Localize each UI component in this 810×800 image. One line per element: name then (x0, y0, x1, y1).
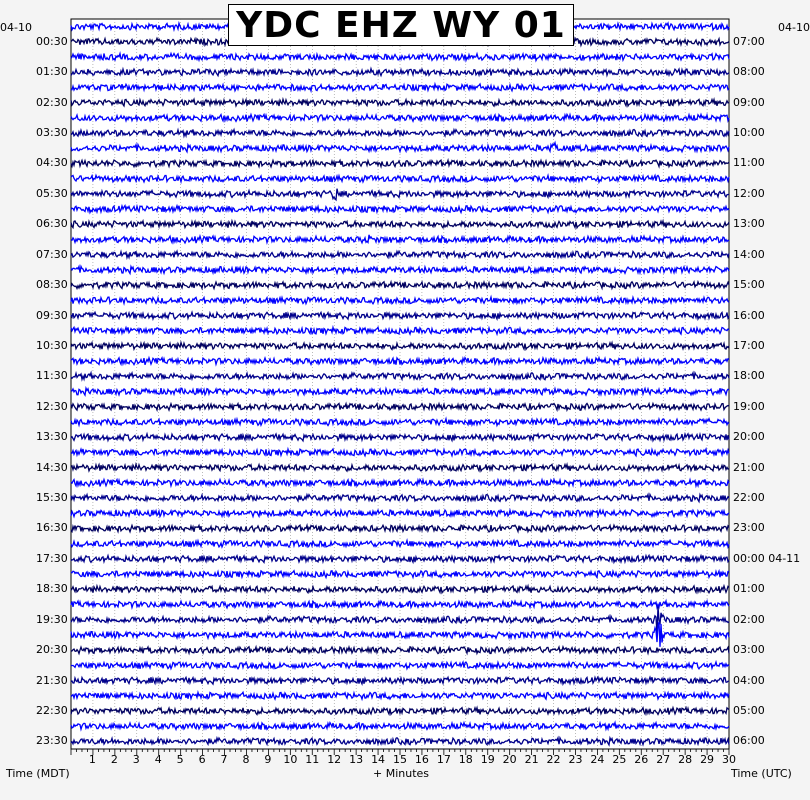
x-tick-label: 8 (242, 753, 250, 766)
right-time-label: 19:00 (733, 399, 765, 413)
x-tick-label: 9 (264, 753, 272, 766)
right-time-row (733, 430, 765, 443)
right-time-row (733, 734, 765, 747)
right-time-label: 03:00 (733, 643, 765, 657)
x-tick-label: 11 (305, 753, 320, 766)
right-time-row (733, 339, 765, 352)
right-time-row (733, 461, 765, 474)
plot-area (71, 19, 729, 749)
left-time-label: 16:30 (36, 521, 68, 535)
x-tick-label: 21 (524, 753, 539, 766)
x-tick-label: 7 (220, 753, 228, 766)
x-tick-label: 22 (546, 753, 561, 766)
x-tick-label: 28 (678, 753, 693, 766)
chart-title: YDC EHZ WY 01 (228, 4, 574, 46)
left-time-label: 10:30 (36, 338, 68, 352)
x-tick-label: 13 (349, 753, 364, 766)
right-time-label: 06:00 (733, 734, 765, 748)
left-time-label: 23:30 (36, 734, 68, 748)
left-time-label: 09:30 (36, 308, 68, 322)
x-tick-label: 17 (436, 753, 451, 766)
right-time-row (733, 278, 765, 291)
right-time-label: 20:00 (733, 430, 765, 444)
right-time-label: 14:00 (733, 247, 765, 261)
right-time-label: 08:00 (733, 65, 765, 79)
right-time-label: 22:00 (733, 491, 765, 505)
left-time-label: 17:30 (36, 551, 68, 565)
date-right-top: 04-10 (778, 21, 810, 34)
left-time-label: 03:30 (36, 126, 68, 140)
right-time-row (733, 65, 765, 78)
x-tick-label: 14 (371, 753, 386, 766)
right-time-label: 00:00 (733, 551, 765, 565)
left-time-label: 22:30 (36, 703, 68, 717)
right-time-row (733, 309, 765, 322)
right-time-row (733, 187, 765, 200)
left-time-label: 00:30 (36, 34, 68, 48)
x-axis-label: + Minutes (373, 767, 430, 780)
x-tick-label: 19 (480, 753, 495, 766)
date-right-change: 04-11 (764, 551, 801, 565)
x-tick-label: 16 (414, 753, 429, 766)
left-time-label: 11:30 (36, 369, 68, 383)
y-label-left: Time (MDT) (6, 767, 70, 780)
left-time-label: 14:30 (36, 460, 68, 474)
x-tick-label: 4 (154, 753, 162, 766)
right-time-label: 16:00 (733, 308, 765, 322)
right-time-label: 23:00 (733, 521, 765, 535)
x-tick-label: 10 (283, 753, 298, 766)
left-time-label: 21:30 (36, 673, 68, 687)
x-tick-label: 29 (700, 753, 715, 766)
date-left: 04-10 (0, 21, 32, 34)
x-tick-label: 15 (393, 753, 407, 766)
x-tick-label: 6 (198, 753, 206, 766)
right-time-label: 02:00 (733, 612, 765, 626)
x-tick-label: 5 (176, 753, 184, 766)
right-time-label: 15:00 (733, 278, 765, 292)
x-tick-label: 23 (568, 753, 583, 766)
left-time-label: 19:30 (36, 612, 68, 626)
x-tick-label: 24 (590, 753, 605, 766)
right-time-label: 01:00 (733, 582, 765, 596)
right-time-row (733, 582, 765, 595)
x-tick-label: 27 (656, 753, 671, 766)
right-time-row (733, 491, 765, 504)
left-time-label: 02:30 (36, 95, 68, 109)
left-time-label: 08:30 (36, 278, 68, 292)
x-tick-label: 1 (88, 753, 96, 766)
x-tick-label: 3 (132, 753, 140, 766)
left-time-label: 15:30 (36, 491, 68, 505)
right-time-label: 09:00 (733, 95, 765, 109)
right-time-label: 04:00 (733, 673, 765, 687)
x-tick-label: 25 (612, 753, 627, 766)
right-time-row (733, 35, 765, 48)
right-time-label: 07:00 (733, 34, 765, 48)
x-tick-label: 12 (327, 753, 342, 766)
right-time-label: 05:00 (733, 703, 765, 717)
left-time-label: 20:30 (36, 643, 68, 657)
right-time-label: 12:00 (733, 186, 765, 200)
right-time-row (733, 704, 765, 717)
right-time-row (733, 400, 765, 413)
left-time-label: 07:30 (36, 247, 68, 261)
right-time-row (733, 643, 765, 656)
x-tick-label: 20 (502, 753, 517, 766)
right-time-row (733, 674, 765, 687)
right-time-label: 13:00 (733, 217, 765, 231)
right-time-row (733, 96, 765, 109)
x-tick-label: 18 (458, 753, 473, 766)
x-tick-label: 26 (634, 753, 649, 766)
right-time-row (733, 217, 765, 230)
right-time-row (733, 126, 765, 139)
right-time-label: 17:00 (733, 338, 765, 352)
left-time-label: 18:30 (36, 582, 68, 596)
y-label-right: Time (UTC) (731, 767, 792, 780)
x-tick-label: 2 (110, 753, 118, 766)
right-time-row (733, 613, 765, 626)
right-time-row (733, 552, 800, 565)
right-time-row (733, 156, 765, 169)
right-time-label: 21:00 (733, 460, 765, 474)
x-tick-label: 30 (722, 753, 736, 766)
left-time-label: 04:30 (36, 156, 68, 170)
left-time-label: 13:30 (36, 430, 68, 444)
right-time-row (733, 369, 765, 382)
left-time-label: 01:30 (36, 65, 68, 79)
right-time-label: 18:00 (733, 369, 765, 383)
left-time-label: 06:30 (36, 217, 68, 231)
right-time-row (733, 521, 765, 534)
right-time-label: 10:00 (733, 126, 765, 140)
right-time-row (733, 248, 765, 261)
left-time-label: 05:30 (36, 186, 68, 200)
right-time-label: 11:00 (733, 156, 765, 170)
left-time-label: 12:30 (36, 399, 68, 413)
